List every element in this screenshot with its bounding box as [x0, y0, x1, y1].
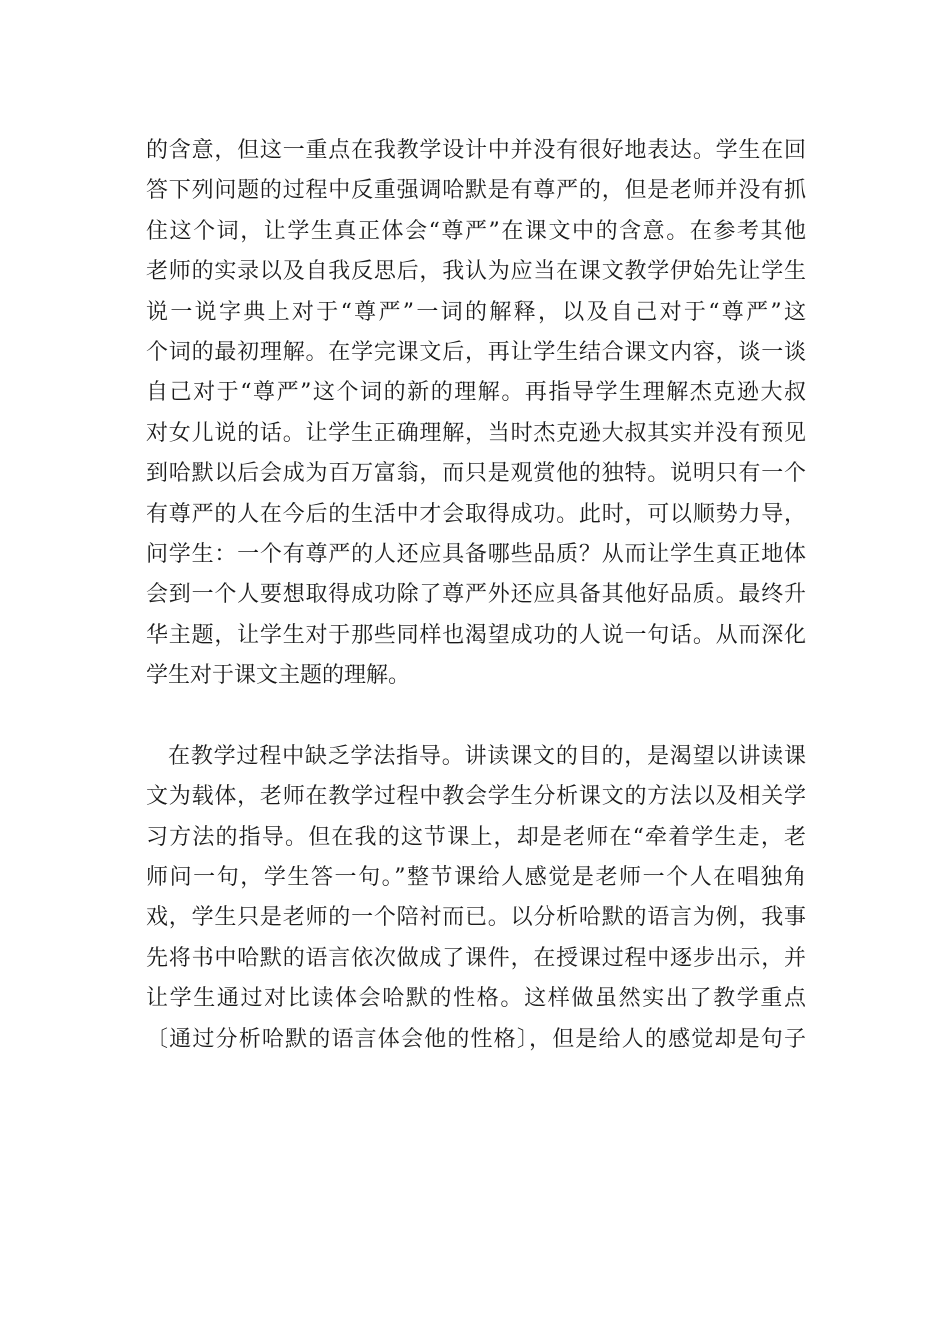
text-line: 文为载体，老师在教学过程中教会学生分析课文的方法以及相关学: [146, 784, 806, 810]
text-line: 的含意，但这一重点在我教学设计中并没有很好地表达。学生在回: [146, 138, 806, 163]
text-line: 说一说字典上对于“尊严”一词的解释，以及自己对于“尊严”这: [146, 299, 806, 325]
text-line: 自己对于“尊严”这个词的新的理解。再指导学生理解杰克逊大叔: [146, 380, 806, 406]
text-line: 〔通过分析哈默的语言体会他的性格〕，但是给人的感觉却是句子: [146, 1026, 806, 1052]
text-line: 到哈默以后会成为百万富翁，而只是观赏他的独特。说明只有一个: [146, 461, 806, 487]
text-line: 华主题，让学生对于那些同样也渴望成功的人说一句话。从而深化: [146, 622, 806, 648]
text-line: 在教学过程中缺乏学法指导。讲读课文的目的，是渴望以讲读课: [168, 743, 806, 769]
text-line: 住这个词，让学生真正体会“尊严”在课文中的含意。在参考其他: [146, 218, 806, 244]
text-line: 对女儿说的话。让学生正确理解，当时杰克逊大叔其实并没有预见: [146, 420, 806, 446]
text-line: 有尊严的人在今后的生活中才会取得成功。此时，可以顺势力导，: [146, 501, 806, 527]
text-line: 学生对于课文主题的理解。: [146, 663, 411, 689]
text-line: 师问一句，学生答一句。”整节课给人感觉是老师一个人在唱独角: [146, 865, 806, 891]
text-line: 先将书中哈默的语言依次做成了课件，在授课过程中逐步出示，并: [146, 945, 806, 971]
paragraph-1: [146, 131, 806, 696]
text-line: 习方法的指导。但在我的这节课上，却是老师在“牵着学生走，老: [146, 824, 806, 850]
text-line: 戏，学生只是老师的一个陪衬而已。以分析哈默的语言为例，我事: [146, 905, 806, 931]
document-body: [146, 131, 806, 1060]
paragraph-spacing: [146, 696, 806, 736]
paragraph-2: [146, 737, 806, 1060]
text-line: 个词的最初理解。在学完课文后，再让学生结合课文内容，谈一谈: [146, 339, 806, 365]
text-line: 让学生通过对比读体会哈默的性格。这样做虽然实出了教学重点: [146, 986, 806, 1012]
text-line: 问学生：一个有尊严的人还应具备哪些品质？从而让学生真正地体: [146, 541, 806, 567]
text-line: 会到一个人要想取得成功除了尊严外还应具备其他好品质。最终升: [146, 582, 806, 608]
text-line: 老师的实录以及自我反思后，我认为应当在课文教学伊始先让学生: [146, 259, 806, 285]
text-line: 答下列问题的过程中反重强调哈默是有尊严的，但是老师并没有抓: [146, 178, 806, 204]
